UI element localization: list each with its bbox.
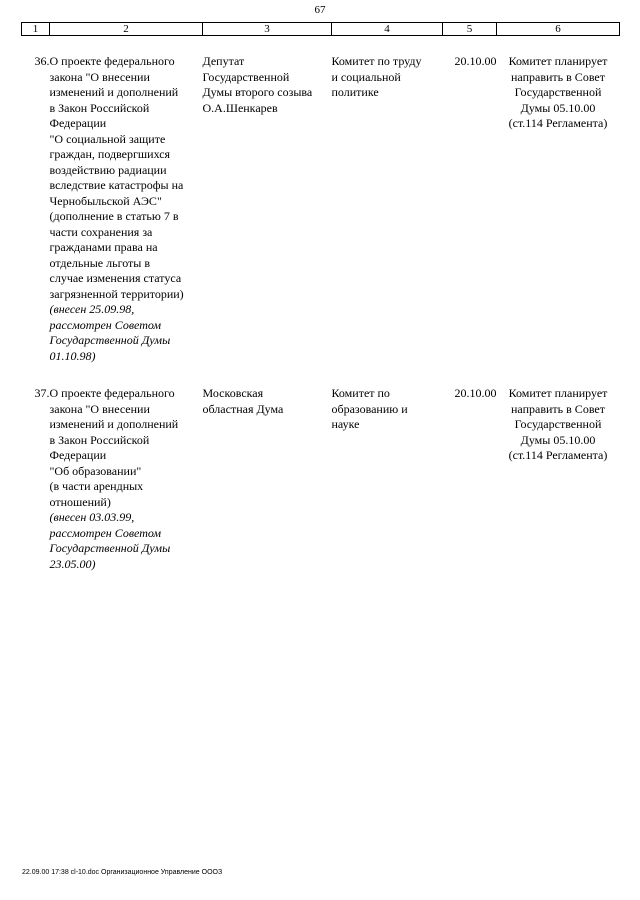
- title-line: отдельные льготы в: [49, 255, 151, 270]
- author-cell: [203, 364, 332, 572]
- author-line: Московская: [202, 386, 264, 400]
- committee-cell: [332, 364, 443, 572]
- title-line: части сохранения за: [49, 224, 153, 239]
- title-line: Федерации: [49, 448, 107, 462]
- committee-line: науке: [331, 417, 360, 431]
- bills-table: [21, 22, 620, 572]
- committee-line: политике: [331, 85, 379, 99]
- author-line: О.А.Шенкарев: [202, 100, 278, 115]
- decision-line: Государственной: [514, 417, 602, 431]
- title-line: О проекте федерального: [49, 54, 175, 68]
- committee-cell: [332, 36, 443, 365]
- date-cell: 20.10.00: [454, 386, 497, 400]
- table-row: [22, 36, 620, 365]
- column-header-6: 6: [497, 23, 620, 36]
- title-line: загрязненной территории): [49, 286, 184, 301]
- author-line: областная Дума: [202, 401, 284, 416]
- row-number: 37.: [34, 386, 50, 400]
- decision-line: Государственной: [514, 85, 602, 99]
- column-header-1: 1: [22, 23, 50, 36]
- title-line: (дополнение в статью 7 в: [49, 209, 179, 223]
- committee-line: Комитет по: [331, 386, 390, 400]
- committee-line: и социальной: [331, 69, 401, 84]
- title-line: Федерации: [49, 116, 107, 130]
- title-line: отношений): [49, 494, 111, 509]
- author-line: Государственной: [202, 69, 290, 84]
- author-cell: [203, 36, 332, 365]
- title-line: вследствие катастрофы на: [49, 178, 184, 192]
- note-line: 23.05.00): [49, 556, 96, 571]
- date-cell: 20.10.00: [454, 54, 497, 68]
- title-line: изменений и дополнений: [49, 417, 179, 431]
- decision-line: Думы 05.10.00: [520, 432, 596, 447]
- document-footer: 22.09.00 17:38 cl-10.doc Организационное Управление ОООЗ: [22, 869, 223, 876]
- row-number: 36.: [34, 54, 50, 68]
- decision-line: (ст.114 Регламента): [508, 448, 608, 462]
- title-line: закона "О внесении: [49, 69, 150, 84]
- bill-title-cell: [50, 364, 203, 572]
- committee-line: Комитет по труду: [331, 54, 422, 68]
- title-line: граждан, подвергшихся: [49, 147, 171, 161]
- decision-cell: [497, 364, 620, 572]
- author-line: Думы второго созыва: [202, 85, 313, 99]
- table-row: [22, 364, 620, 572]
- decision-cell: [497, 36, 620, 365]
- note-line: рассмотрен Советом: [49, 317, 162, 332]
- title-line: воздействию радиации: [49, 162, 167, 177]
- title-line: изменений и дополнений: [49, 85, 179, 99]
- note-line: Государственной Думы: [49, 541, 171, 555]
- column-header-2: 2: [50, 23, 203, 36]
- column-header-4: 4: [332, 23, 443, 36]
- author-line: Депутат: [202, 54, 245, 68]
- title-line: закона "О внесении: [49, 401, 150, 416]
- title-line: в Закон Российской: [49, 432, 150, 447]
- page-number: 67: [314, 4, 326, 16]
- bill-title-cell: [50, 36, 203, 365]
- column-header-3: 3: [203, 23, 332, 36]
- decision-line: Думы 05.10.00: [520, 100, 596, 115]
- title-line: "Об образовании": [49, 463, 142, 478]
- title-line: (в части арендных: [49, 479, 144, 493]
- column-header-5: 5: [443, 23, 497, 36]
- decision-line: направить в Совет: [511, 401, 605, 416]
- note-line: Государственной Думы: [49, 333, 171, 347]
- title-line: случае изменения статуса: [49, 271, 182, 285]
- note-line: рассмотрен Советом: [49, 525, 162, 540]
- decision-line: направить в Совет: [511, 69, 605, 84]
- title-line: Чернобыльской АЭС": [49, 193, 162, 208]
- note-line: (внесен 03.03.99,: [49, 510, 135, 524]
- title-line: "О социальной защите: [49, 131, 166, 146]
- title-line: гражданами права на: [49, 240, 158, 254]
- decision-line: (ст.114 Регламента): [508, 116, 608, 130]
- decision-line: Комитет планирует: [508, 54, 608, 68]
- column-number-header: [22, 23, 620, 36]
- note-line: 01.10.98): [49, 348, 96, 363]
- decision-line: Комитет планирует: [508, 386, 608, 400]
- title-line: в Закон Российской: [49, 100, 150, 115]
- note-line: (внесен 25.09.98,: [49, 302, 135, 316]
- committee-line: образованию и: [331, 401, 408, 416]
- title-line: О проекте федерального: [49, 386, 175, 400]
